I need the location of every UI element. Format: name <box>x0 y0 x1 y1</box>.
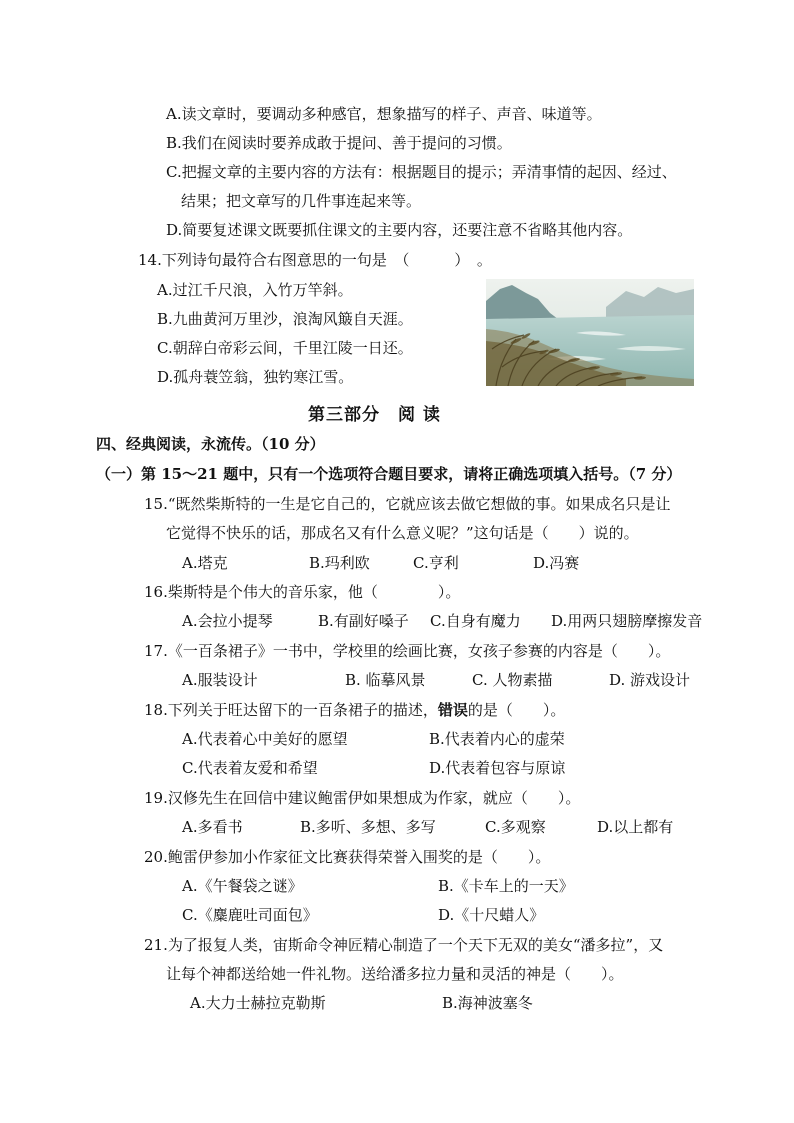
q16-option-d: D.用两只翅膀摩擦发音 <box>551 612 703 630</box>
q19-stem: 19.汉修先生在回信中建议鲍雷伊如果想成为作家，就应（ ）。 <box>144 789 581 807</box>
q18-stem-pre: 18.下列关于旺达留下的一百条裙子的描述， <box>144 701 438 719</box>
q13-option-a: A.读文章时，要调动多种感官，想象描写的样子、声音、味道等。 <box>166 105 602 123</box>
part3-title: 第三部分 阅 读 <box>308 405 441 425</box>
q17-option-a: A.服装设计 <box>182 671 258 689</box>
q16-option-c: C.自身有魔力 <box>430 612 521 630</box>
q20-option-d: D.《十尺蜡人》 <box>438 906 545 924</box>
q15-option-b: B.玛利欧 <box>309 554 370 572</box>
q21-option-a: A.大力士赫拉克勒斯 <box>190 994 326 1012</box>
q18-option-c: C.代表着友爱和希望 <box>182 759 318 777</box>
q15-stem-cont: 它觉得不快乐的话，那成名又有什么意义呢？”这句话是（ ）说的。 <box>166 524 639 542</box>
q20-option-a: A.《午餐袋之谜》 <box>182 877 303 895</box>
q15-option-d: D.冯赛 <box>533 554 580 572</box>
q20-option-c: C.《麋鹿吐司面包》 <box>182 906 318 924</box>
q13-option-c: C.把握文章的主要内容的方法有：根据题目的提示；弄清事情的起因、经过、 <box>166 163 677 181</box>
q19-option-a: A.多看书 <box>182 818 243 836</box>
q13-option-b: B.我们在阅读时要养成敢于提问、善于提问的习惯。 <box>166 134 512 152</box>
q17-option-d: D. 游戏设计 <box>609 671 691 689</box>
q14-stem: 14.下列诗句最符合右图意思的一句是 （ ） 。 <box>138 251 492 269</box>
q21-option-b: B.海神波塞冬 <box>442 994 533 1012</box>
q15-stem: 15.“既然柴斯特的一生是它自己的，它就应该去做它想做的事。如果成名只是让 <box>144 495 671 513</box>
q19-option-c: C.多观察 <box>485 818 546 836</box>
q19-option-b: B.多听、多想、多写 <box>300 818 436 836</box>
q17-option-c: C. 人物素描 <box>472 671 553 689</box>
q18-stem-emphasis: 错误 <box>437 701 468 719</box>
landscape-painting <box>486 279 694 386</box>
q15-option-a: A.塔克 <box>182 554 228 572</box>
q18-option-d: D.代表着包容与原谅 <box>429 759 566 777</box>
q15-option-c: C.亨利 <box>413 554 459 572</box>
section4-title: 四、经典阅读，永流传。（10 分） <box>96 435 325 453</box>
q18-stem-post: 的是（ ）。 <box>467 701 566 719</box>
q18-option-b: B.代表着内心的虚荣 <box>429 730 565 748</box>
q20-stem: 20.鲍雷伊参加小作家征文比赛获得荣誉入围奖的是（ ）。 <box>144 848 551 866</box>
q18-option-a: A.代表着心中美好的愿望 <box>182 730 348 748</box>
q14-option-a: A.过江千尺浪，入竹万竿斜。 <box>157 281 353 299</box>
q13-option-d: D.简要复述课文既要抓住课文的主要内容，还要注意不省略其他内容。 <box>166 221 633 239</box>
q21-stem: 21.为了报复人类，宙斯命令神匠精心制造了一个天下无双的美女“潘多拉”，又 <box>144 936 664 954</box>
q17-stem: 17.《一百条裙子》一书中，学校里的绘画比赛，女孩子参赛的内容是（ ）。 <box>144 642 671 660</box>
q19-option-d: D.以上都有 <box>597 818 674 836</box>
q20-option-b: B.《卡车上的一天》 <box>438 877 574 895</box>
q18-stem <box>144 700 565 720</box>
q16-option-a: A.会拉小提琴 <box>182 612 273 630</box>
q14-option-c: C.朝辞白帝彩云间，千里江陵一日还。 <box>157 339 413 357</box>
q16-option-b: B.有副好嗓子 <box>318 612 409 630</box>
q14-option-b: B.九曲黄河万里沙，浪淘风簸自天涯。 <box>157 310 413 328</box>
q21-stem-cont: 让每个神都送给她一件礼物。送给潘多拉力量和灵活的神是（ ）。 <box>166 965 624 983</box>
q14-option-d: D.孤舟蓑笠翁，独钓寒江雪。 <box>157 368 354 386</box>
subsection1-title: （一）第 15～21 题中，只有一个选项符合题目要求，请将正确选项填入括号。（7 分） <box>96 465 682 483</box>
q17-option-b: B. 临摹风景 <box>345 671 426 689</box>
q16-stem: 16.柴斯特是个伟大的音乐家，他（ ）。 <box>144 583 461 601</box>
q13-option-c-cont: 结果；把文章写的几件事连起来等。 <box>181 192 422 210</box>
